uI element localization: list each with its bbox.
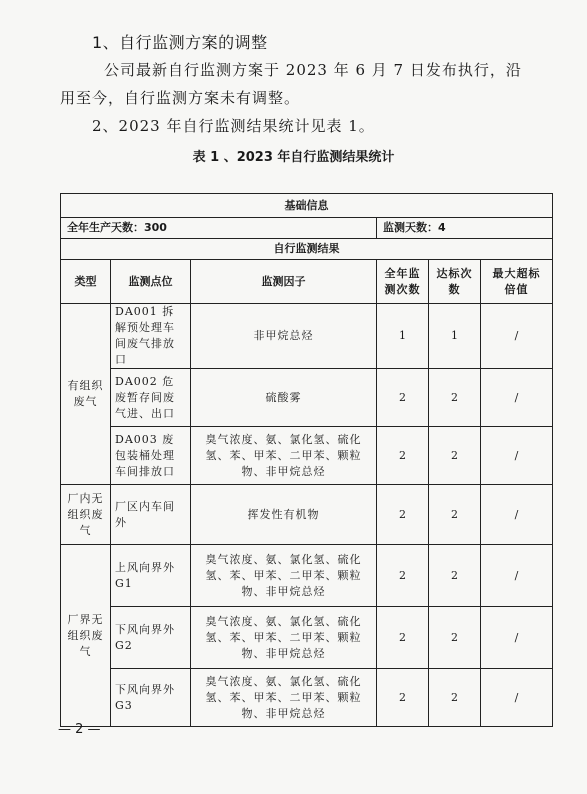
max-exceed-cell: / <box>481 427 553 485</box>
table-row <box>61 485 553 545</box>
compliant-cell: 2 <box>429 669 481 727</box>
header-compliant: 达标次数 <box>429 260 481 304</box>
type-cell: 厂界无组织废气 <box>61 545 111 727</box>
count-cell: 2 <box>377 545 429 607</box>
page-number: — 2 — <box>58 722 101 737</box>
max-exceed-cell: / <box>481 545 553 607</box>
table-row <box>61 669 553 727</box>
max-exceed-cell: / <box>481 304 553 369</box>
paragraph-1: 公司最新自行监测方案于 2023 年 6 月 7 日发布执行，沿用至今，自行监测方案未有调整。 <box>60 61 522 107</box>
factor-cell: 臭气浓度、氨、氯化氢、硫化氢、苯、甲苯、二甲苯、颗粒物、非甲烷总烃 <box>191 669 377 727</box>
compliant-cell: 1 <box>429 304 481 369</box>
results-header: 自行监测结果 <box>61 239 553 260</box>
point-cell: 下风向界外 G2 <box>111 607 191 669</box>
header-factor: 监测因子 <box>191 260 377 304</box>
point-cell: 厂区内车间外 <box>111 485 191 545</box>
monitoring-days: 监测天数：4 <box>377 218 553 239</box>
table-caption: 表 1 、2023 年自行监测结果统计 <box>192 150 395 165</box>
count-cell: 2 <box>377 427 429 485</box>
header-count: 全年监测次数 <box>377 260 429 304</box>
annual-production-days: 全年生产天数：300 <box>61 218 377 239</box>
table-row <box>61 369 553 427</box>
count-cell: 2 <box>377 669 429 727</box>
point-cell: 上风向界外 G1 <box>111 545 191 607</box>
table-row <box>61 545 553 607</box>
max-exceed-cell: / <box>481 669 553 727</box>
basic-info-header: 基础信息 <box>61 194 553 218</box>
table-row <box>61 427 553 485</box>
factor-cell: 臭气浓度、氨、氯化氢、硫化氢、苯、甲苯、二甲苯、颗粒物、非甲烷总烃 <box>191 545 377 607</box>
monitoring-results-table <box>60 193 553 727</box>
compliant-cell: 2 <box>429 607 481 669</box>
table-row <box>61 607 553 669</box>
table-header-row <box>61 260 553 304</box>
factor-cell: 臭气浓度、氨、氯化氢、硫化氢、苯、甲苯、二甲苯、颗粒物、非甲烷总烃 <box>191 427 377 485</box>
count-cell: 1 <box>377 304 429 369</box>
header-point: 监测点位 <box>111 260 191 304</box>
section-heading-2: 2、2023 年自行监测结果统计见表 1。 <box>92 117 375 135</box>
compliant-cell: 2 <box>429 545 481 607</box>
table-row <box>61 194 553 218</box>
factor-cell: 挥发性有机物 <box>191 485 377 545</box>
compliant-cell: 2 <box>429 427 481 485</box>
table-row <box>61 304 553 369</box>
table-row <box>61 239 553 260</box>
table-row <box>61 218 553 239</box>
point-cell: 下风向界外 G3 <box>111 669 191 727</box>
type-cell: 厂内无组织废气 <box>61 485 111 545</box>
type-cell: 有组织废气 <box>61 304 111 485</box>
factor-cell: 非甲烷总烃 <box>191 304 377 369</box>
max-exceed-cell: / <box>481 369 553 427</box>
section-heading-1: 1、自行监测方案的调整 <box>92 33 268 52</box>
factor-cell: 臭气浓度、氨、氯化氢、硫化氢、苯、甲苯、二甲苯、颗粒物、非甲烷总烃 <box>191 607 377 669</box>
factor-cell: 硫酸雾 <box>191 369 377 427</box>
count-cell: 2 <box>377 369 429 427</box>
point-cell: DA001 拆解预处理车间废气排放口 <box>111 304 191 369</box>
header-max-exceed: 最大超标倍值 <box>481 260 553 304</box>
compliant-cell: 2 <box>429 369 481 427</box>
max-exceed-cell: / <box>481 485 553 545</box>
count-cell: 2 <box>377 485 429 545</box>
point-cell: DA003 废包装桶处理车间排放口 <box>111 427 191 485</box>
max-exceed-cell: / <box>481 607 553 669</box>
header-type: 类型 <box>61 260 111 304</box>
point-cell: DA002 危废暂存间废气进、出口 <box>111 369 191 427</box>
count-cell: 2 <box>377 607 429 669</box>
compliant-cell: 2 <box>429 485 481 545</box>
